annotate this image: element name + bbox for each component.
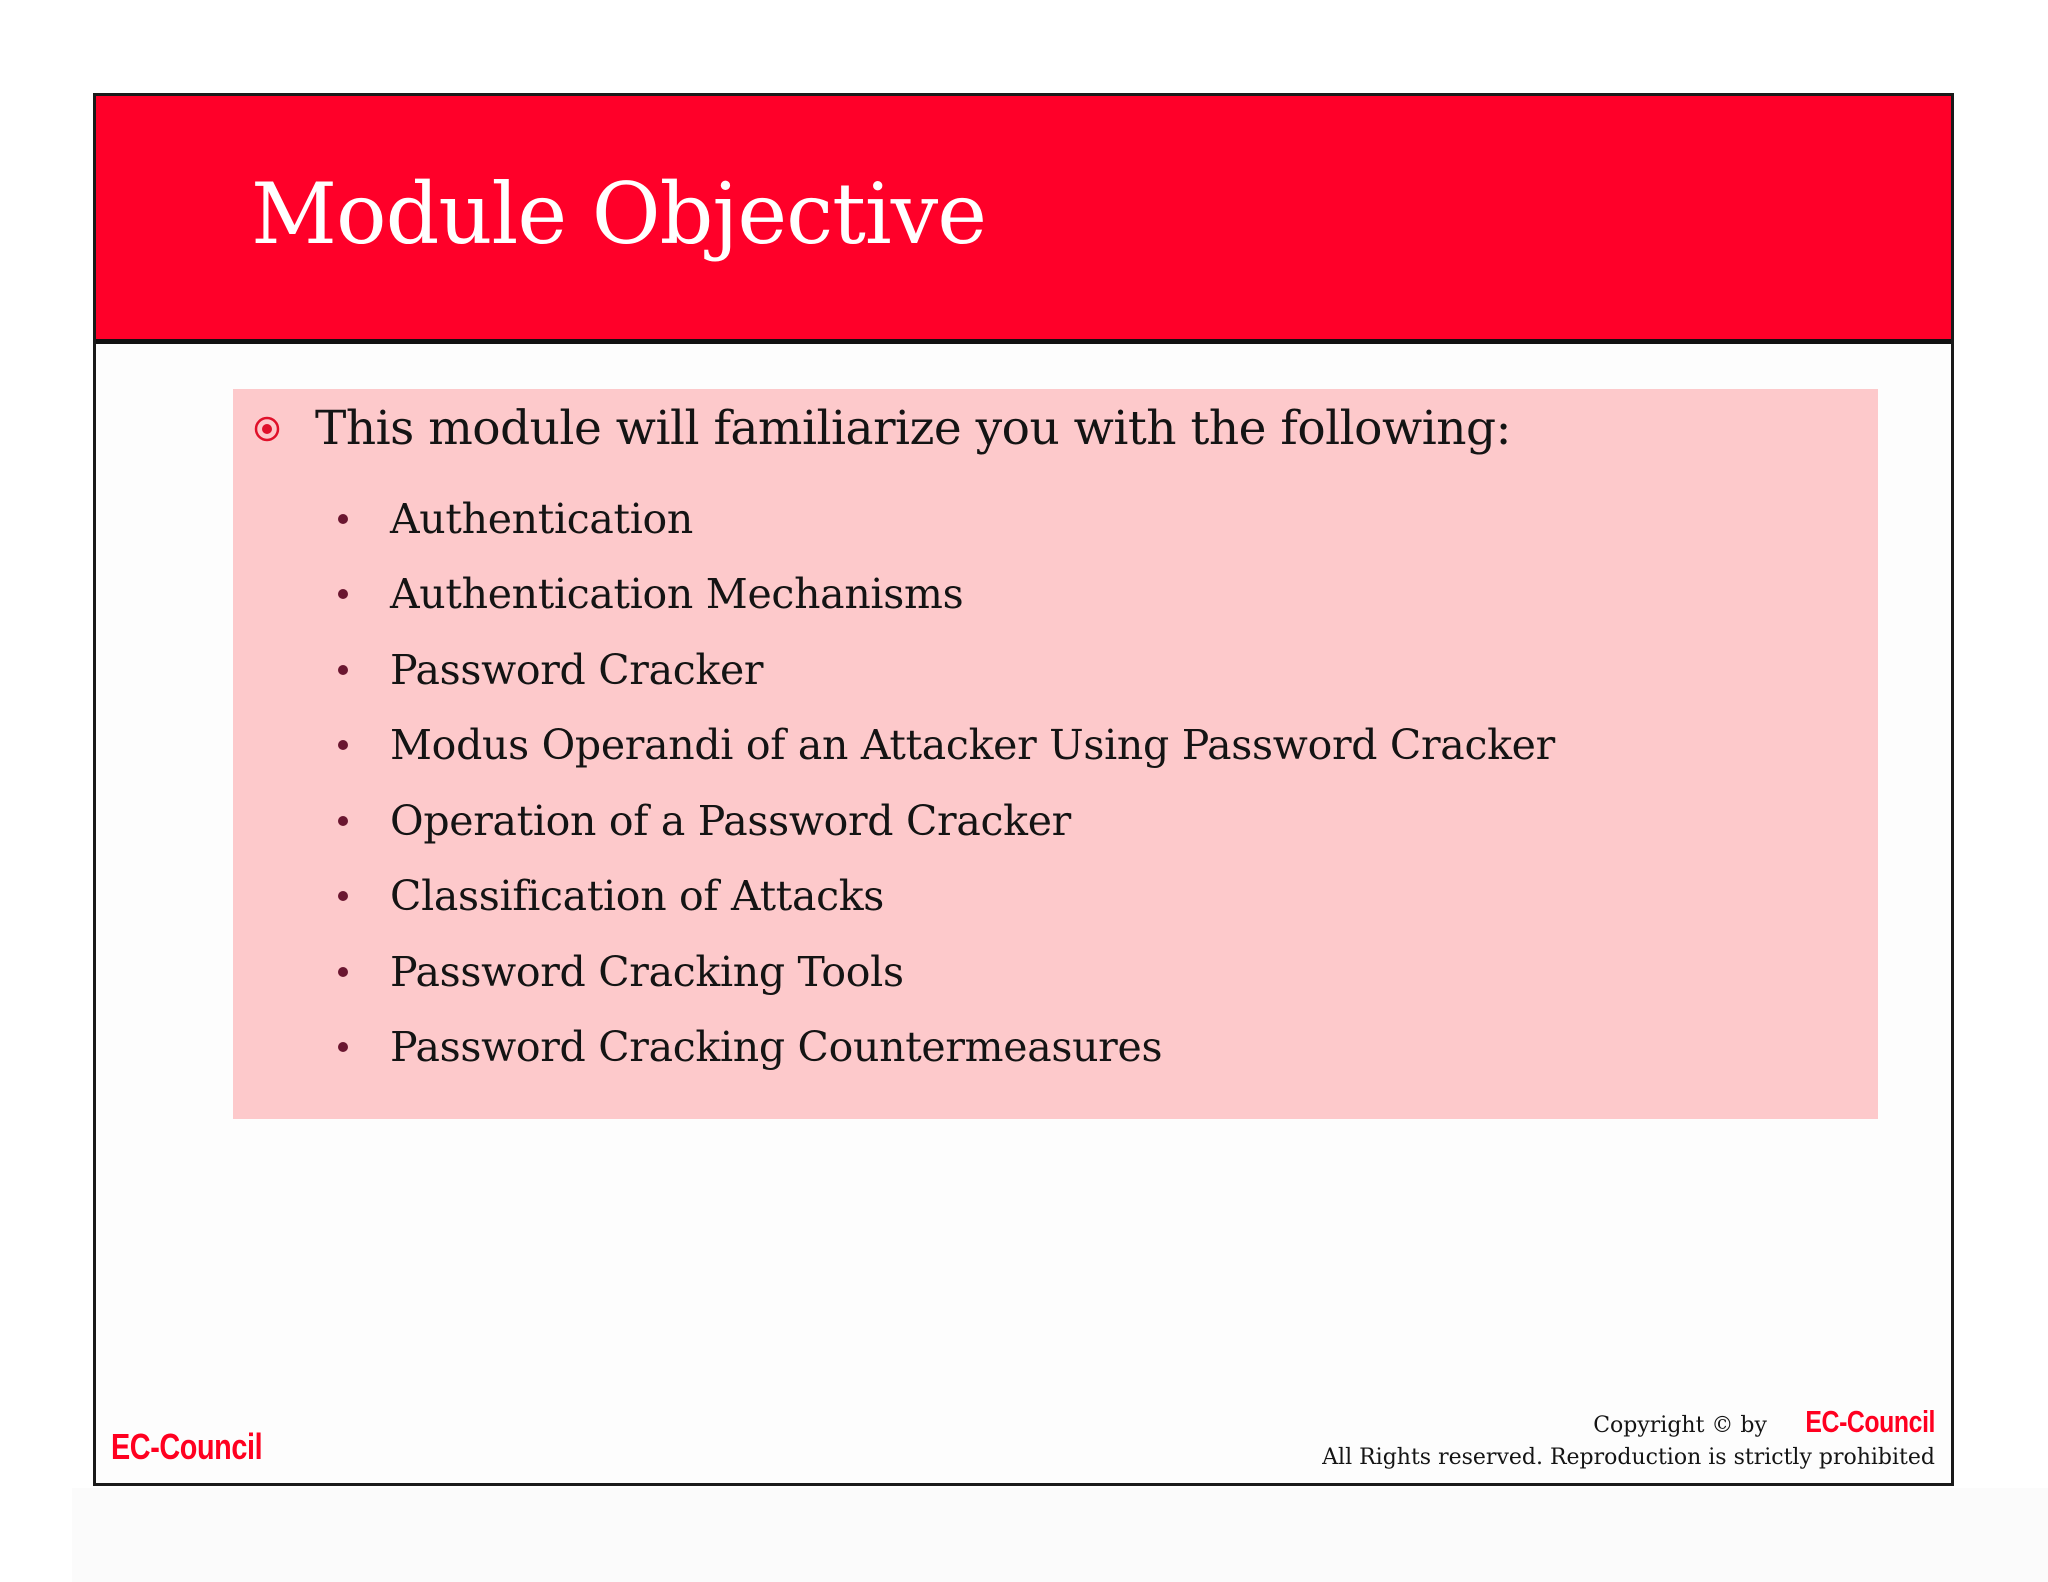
list-item <box>338 632 1555 708</box>
list-item <box>338 481 1555 557</box>
list-item <box>338 708 1555 784</box>
list-item-text: Classification of Attacks <box>390 872 885 921</box>
bullet-dot-icon <box>338 665 348 675</box>
copyright-brand-logo: EC-Council <box>1805 1404 1935 1439</box>
list-item-text: Password Cracking Countermeasures <box>390 1023 1163 1072</box>
list-item-text: Password Cracking Tools <box>390 947 904 996</box>
list-item <box>338 859 1555 935</box>
list-item-text: Password Cracker <box>390 645 764 694</box>
list-item <box>338 783 1555 859</box>
copyright-line <box>1322 1406 1935 1442</box>
list-item-text: Operation of a Password Cracker <box>390 796 1071 845</box>
list-item-text: Modus Operandi of an Attacker Using Password Cracker <box>390 721 1555 770</box>
bullet-dot-icon <box>338 891 348 901</box>
slide <box>93 93 1954 1486</box>
list-item <box>338 1010 1555 1086</box>
intro-text: This module will familiarize you with the following: <box>315 401 1511 456</box>
bullet-dot-icon <box>338 967 348 977</box>
slide-header <box>96 96 1951 344</box>
target-icon <box>253 415 281 443</box>
list-item-text: Authentication Mechanisms <box>390 570 964 619</box>
list-item <box>338 557 1555 633</box>
bullet-dot-icon <box>338 816 348 826</box>
copyright-prefix: Copyright © by <box>1593 1413 1767 1438</box>
bullet-dot-icon <box>338 1042 348 1052</box>
bullet-dot-icon <box>338 514 348 524</box>
page-title: Module Objective <box>251 165 986 263</box>
bullet-dot-icon <box>338 589 348 599</box>
bullet-dot-icon <box>338 740 348 750</box>
objective-list <box>338 481 1555 1085</box>
list-item <box>338 934 1555 1010</box>
list-item-text: Authentication <box>390 494 694 543</box>
ec-council-logo: EC-Council <box>111 1426 263 1467</box>
intro-line <box>253 401 1511 456</box>
content-box <box>233 389 1878 1119</box>
copyright-notice <box>1322 1406 1935 1474</box>
rights-text: All Rights reserved. Reproduction is strictly prohibited <box>1322 1445 1935 1470</box>
page-background-strip <box>72 1488 2048 1582</box>
